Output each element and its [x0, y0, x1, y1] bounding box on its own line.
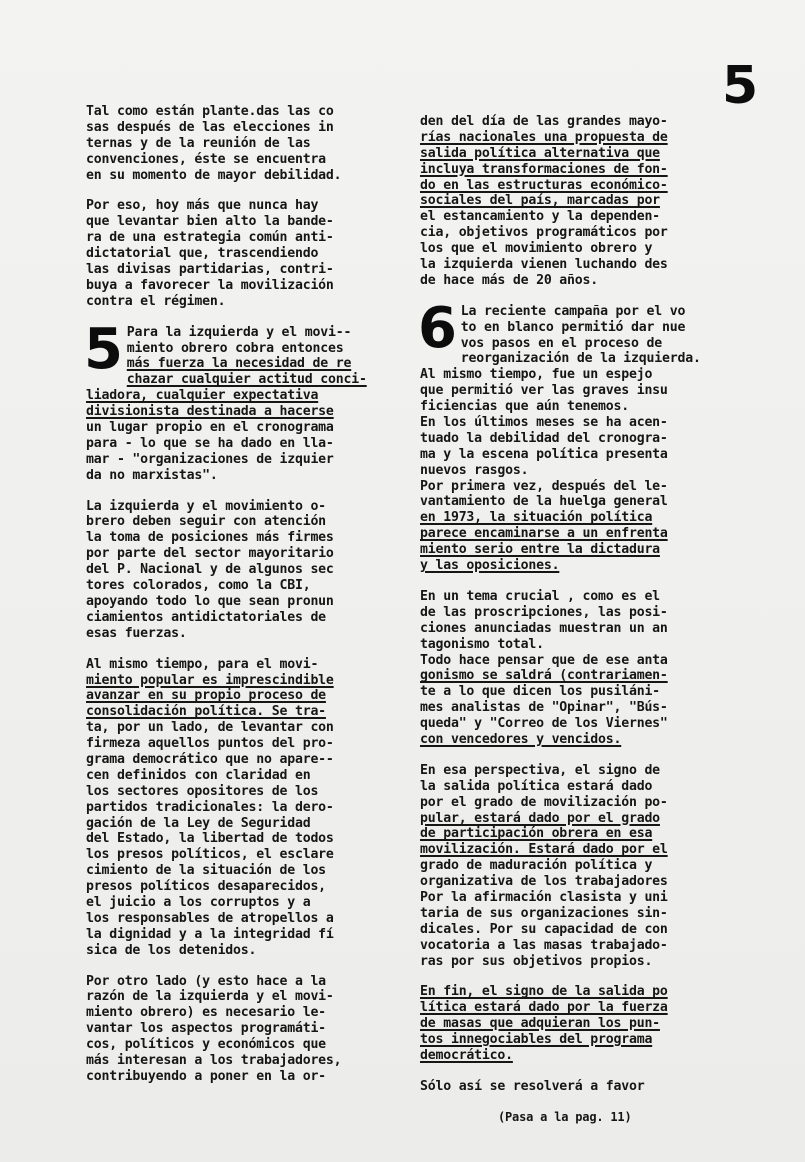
text-line: nuevos rasgos.	[420, 462, 529, 478]
text-line: vantamiento de la huelga general	[420, 494, 668, 510]
text-line: cia, objetivos programáticos por	[420, 225, 668, 241]
text-line: apoyando todo lo que sean pronun	[86, 593, 334, 609]
paragraph	[86, 198, 402, 309]
text-line: En esa perspectiva, el signo de	[420, 762, 660, 778]
text-line: en 1973, la situación política	[420, 510, 653, 526]
text-line: con vencedores y vencidos.	[420, 731, 622, 747]
text-line: organizativa de los trabajadores	[420, 874, 668, 890]
text-line: parece encaminarse a un enfrenta	[420, 526, 668, 542]
text-line: por el grado de movilización po-	[420, 794, 668, 810]
text-line: lítica estará dado por la fuerza	[420, 1000, 668, 1016]
text-line: tores colorados, como la CBI,	[86, 578, 311, 594]
paragraph	[420, 589, 760, 748]
text-line: queda" y "Correo de los Viernes"	[420, 716, 668, 732]
text-line: ma y la escena política presenta	[420, 446, 668, 462]
text-line: Al mismo tiempo, fue un espejo	[420, 367, 653, 383]
text-line: de participación obrera en esa	[420, 826, 653, 842]
paragraph	[86, 657, 402, 959]
text-line: y las oposiciones.	[420, 558, 560, 574]
text-line: Al mismo tiempo, para el movi-	[86, 656, 319, 672]
text-line: el juicio a los corruptos y a	[86, 894, 311, 910]
text-line: los que el movimiento obrero y	[420, 241, 653, 257]
text-line: la dignidad y a la integridad fí	[86, 926, 334, 942]
text-line: to en blanco permitió dar nue	[460, 319, 686, 335]
text-line: gonismo se saldrá (contrariamen-	[420, 668, 668, 684]
text-line: Tal como están plante.das las co	[86, 104, 334, 119]
text-line: avanzar en su propio proceso de	[86, 688, 326, 704]
text-line: los responsables de atropellos a	[86, 910, 334, 926]
text-line: miento popular es imprescindible	[86, 672, 334, 688]
paragraph	[84, 316, 402, 484]
text-line: presos políticos desaparecidos,	[86, 879, 326, 895]
text-line: tagonismo total.	[420, 636, 544, 652]
text-line: salida política alternativa que	[420, 145, 660, 161]
text-line: vos pasos en el proceso de	[460, 335, 662, 351]
text-line: que levantar bien alto la bande-	[86, 214, 334, 230]
text-line: incluya transformaciones de fon-	[420, 161, 668, 177]
text-line: contra el régimen.	[86, 293, 226, 309]
text-line: contribuyendo a poner en la or-	[86, 1068, 326, 1084]
text-line: en su momento de mayor debilidad.	[86, 167, 342, 183]
text-line: La reciente campaña por el vo	[460, 303, 686, 319]
continued-note: (Pasa a la pag. 11)	[498, 1109, 632, 1124]
text-line: sas después de las elecciones in	[86, 119, 334, 135]
text-line: pular, estará dado por el grado	[420, 810, 660, 826]
text-line: tuado la debilidad del cronogra-	[420, 430, 668, 446]
text-line: las divisas partidarias, contri-	[86, 262, 334, 278]
right-column	[420, 114, 760, 1126]
text-line: ciamientos antidictatoriales de	[86, 609, 326, 625]
text-line: grama democrático que no apare--	[86, 751, 334, 767]
text-line: cos, políticos y económicos que	[86, 1037, 326, 1053]
text-line: da no marxistas".	[86, 467, 218, 483]
text-line: En fin, el signo de la salida po	[420, 984, 668, 1000]
text-line: dicales. Por su capacidad de con	[420, 921, 668, 937]
text-line: brero deben seguir con atención	[86, 514, 326, 530]
text-line: ternas y de la reunión de las	[86, 135, 311, 151]
text-line: En un tema crucial , como es el	[420, 588, 660, 604]
text-line: el estancamiento y la dependen-	[420, 209, 660, 225]
text-line: más fuerza la necesidad de re	[126, 356, 352, 372]
text-line: grado de maduración política y	[420, 858, 653, 874]
text-line: rías nacionales una propuesta de	[420, 129, 668, 145]
text-line: cen definidos con claridad en	[86, 767, 311, 783]
text-line: Para la izquierda y el movi--	[126, 324, 352, 340]
text-line: vocatoria a las masas trabajado-	[420, 937, 668, 953]
text-line: esas fuerzas.	[86, 625, 187, 641]
text-line: taria de sus organizaciones sin-	[420, 905, 668, 921]
text-line: para - lo que se ha dado en lla-	[86, 435, 334, 451]
text-line: del Estado, la libertad de todos	[86, 831, 334, 847]
text-line: de las proscripciones, las posi-	[420, 604, 668, 620]
text-line: La izquierda y el movimiento o-	[86, 498, 326, 514]
text-line: firmeza aquellos puntos del pro-	[86, 736, 334, 752]
text-line: por parte del sector mayoritario	[86, 546, 334, 562]
text-line: te a lo que dicen los pusiláni-	[420, 684, 660, 700]
text-line: cimiento de la situación de los	[86, 863, 326, 879]
left-column	[86, 104, 402, 1100]
text-line: la salida política estará dado	[420, 778, 653, 794]
paragraph	[86, 104, 402, 183]
text-line: Por primera vez, después del le-	[420, 478, 668, 494]
text-line: la izquierda vienen luchando des	[420, 257, 668, 273]
paragraph	[86, 499, 402, 642]
text-line: do en las estructuras económico-	[420, 177, 668, 193]
text-line: consolidación política. Se tra-	[86, 704, 326, 720]
paragraph	[86, 974, 402, 1085]
text-line: los presos políticos, el esclare	[86, 847, 334, 863]
text-line: convenciones, éste se encuentra	[86, 151, 326, 167]
text-line: ta, por un lado, de levantar con	[86, 720, 334, 736]
drop-cap-numeral: 5	[84, 316, 123, 382]
paragraph	[420, 984, 760, 1063]
text-line: vantar los aspectos programáti-	[86, 1021, 326, 1037]
text-line: movilización. Estará dado por el	[420, 842, 668, 858]
text-line: Por eso, hoy más que nunca hay	[86, 198, 319, 214]
paragraph	[420, 763, 760, 970]
text-line: miento obrero) es necesario le-	[86, 1005, 326, 1021]
text-line: un lugar propio en el cronograma	[86, 420, 334, 436]
text-line: liadora, cualquier expectativa	[86, 388, 319, 404]
text-line: del P. Nacional y de algunos sec	[86, 562, 334, 578]
text-line: En los últimos meses se ha acen-	[420, 415, 668, 431]
text-line: Por otro lado (y esto hace a la	[86, 973, 326, 989]
text-line: buya a favorecer la movilización	[86, 277, 334, 293]
paragraph	[418, 295, 760, 574]
text-line: ra de una estrategia común anti-	[86, 230, 334, 246]
text-line: democrático.	[420, 1047, 513, 1063]
text-line: gación de la Ley de Seguridad	[86, 815, 311, 831]
text-line: reorganización de la izquierda.	[460, 351, 701, 367]
text-line: divisionista destinada a hacerse	[86, 404, 334, 420]
text-line: mes analistas de "Opinar", "Bús-	[420, 700, 668, 716]
text-line: Todo hace pensar que de ese anta	[420, 652, 668, 668]
text-line: dictatorial que, trascendiendo	[86, 246, 319, 262]
drop-cap-numeral: 6	[418, 295, 457, 361]
text-line: que permitió ver las graves insu	[420, 383, 668, 399]
text-line: Sólo así se resolverá a favor	[420, 1078, 645, 1094]
text-line: ficiencias que aún tenemos.	[420, 399, 629, 415]
text-line: la toma de posiciones más firmes	[86, 530, 334, 546]
text-line: de hace más de 20 años.	[420, 272, 599, 288]
text-line: partidos tradicionales: la dero-	[86, 799, 334, 815]
text-line: ras por sus objetivos propios.	[420, 953, 653, 969]
text-line: de masas que adquieran los pun-	[420, 1016, 660, 1032]
text-line: razón de la izquierda y el movi-	[86, 989, 334, 1005]
text-line: tos innegociables del programa	[420, 1032, 653, 1048]
text-line: miento obrero cobra entonces	[126, 340, 344, 356]
text-line: ciones anunciadas muestran un an	[420, 620, 668, 636]
text-line: mar - "organizaciones de izquier	[86, 451, 334, 467]
text-line: chazar cualquier actitud conci-	[126, 372, 367, 388]
text-line: sociales del país, marcadas por	[420, 193, 660, 209]
text-line: sica de los detenidos.	[86, 942, 257, 958]
text-line: den del día de las grandes mayo-	[420, 114, 668, 129]
page-number: 5	[722, 56, 759, 116]
text-line: los sectores opositores de los	[86, 783, 319, 799]
text-line: más interesan a los trabajadores,	[86, 1052, 342, 1068]
text-line: Por la afirmación clasista y uni	[420, 889, 668, 905]
paragraph	[420, 1079, 760, 1095]
text-line: miento serio entre la dictadura	[420, 542, 660, 558]
paragraph	[420, 114, 760, 289]
